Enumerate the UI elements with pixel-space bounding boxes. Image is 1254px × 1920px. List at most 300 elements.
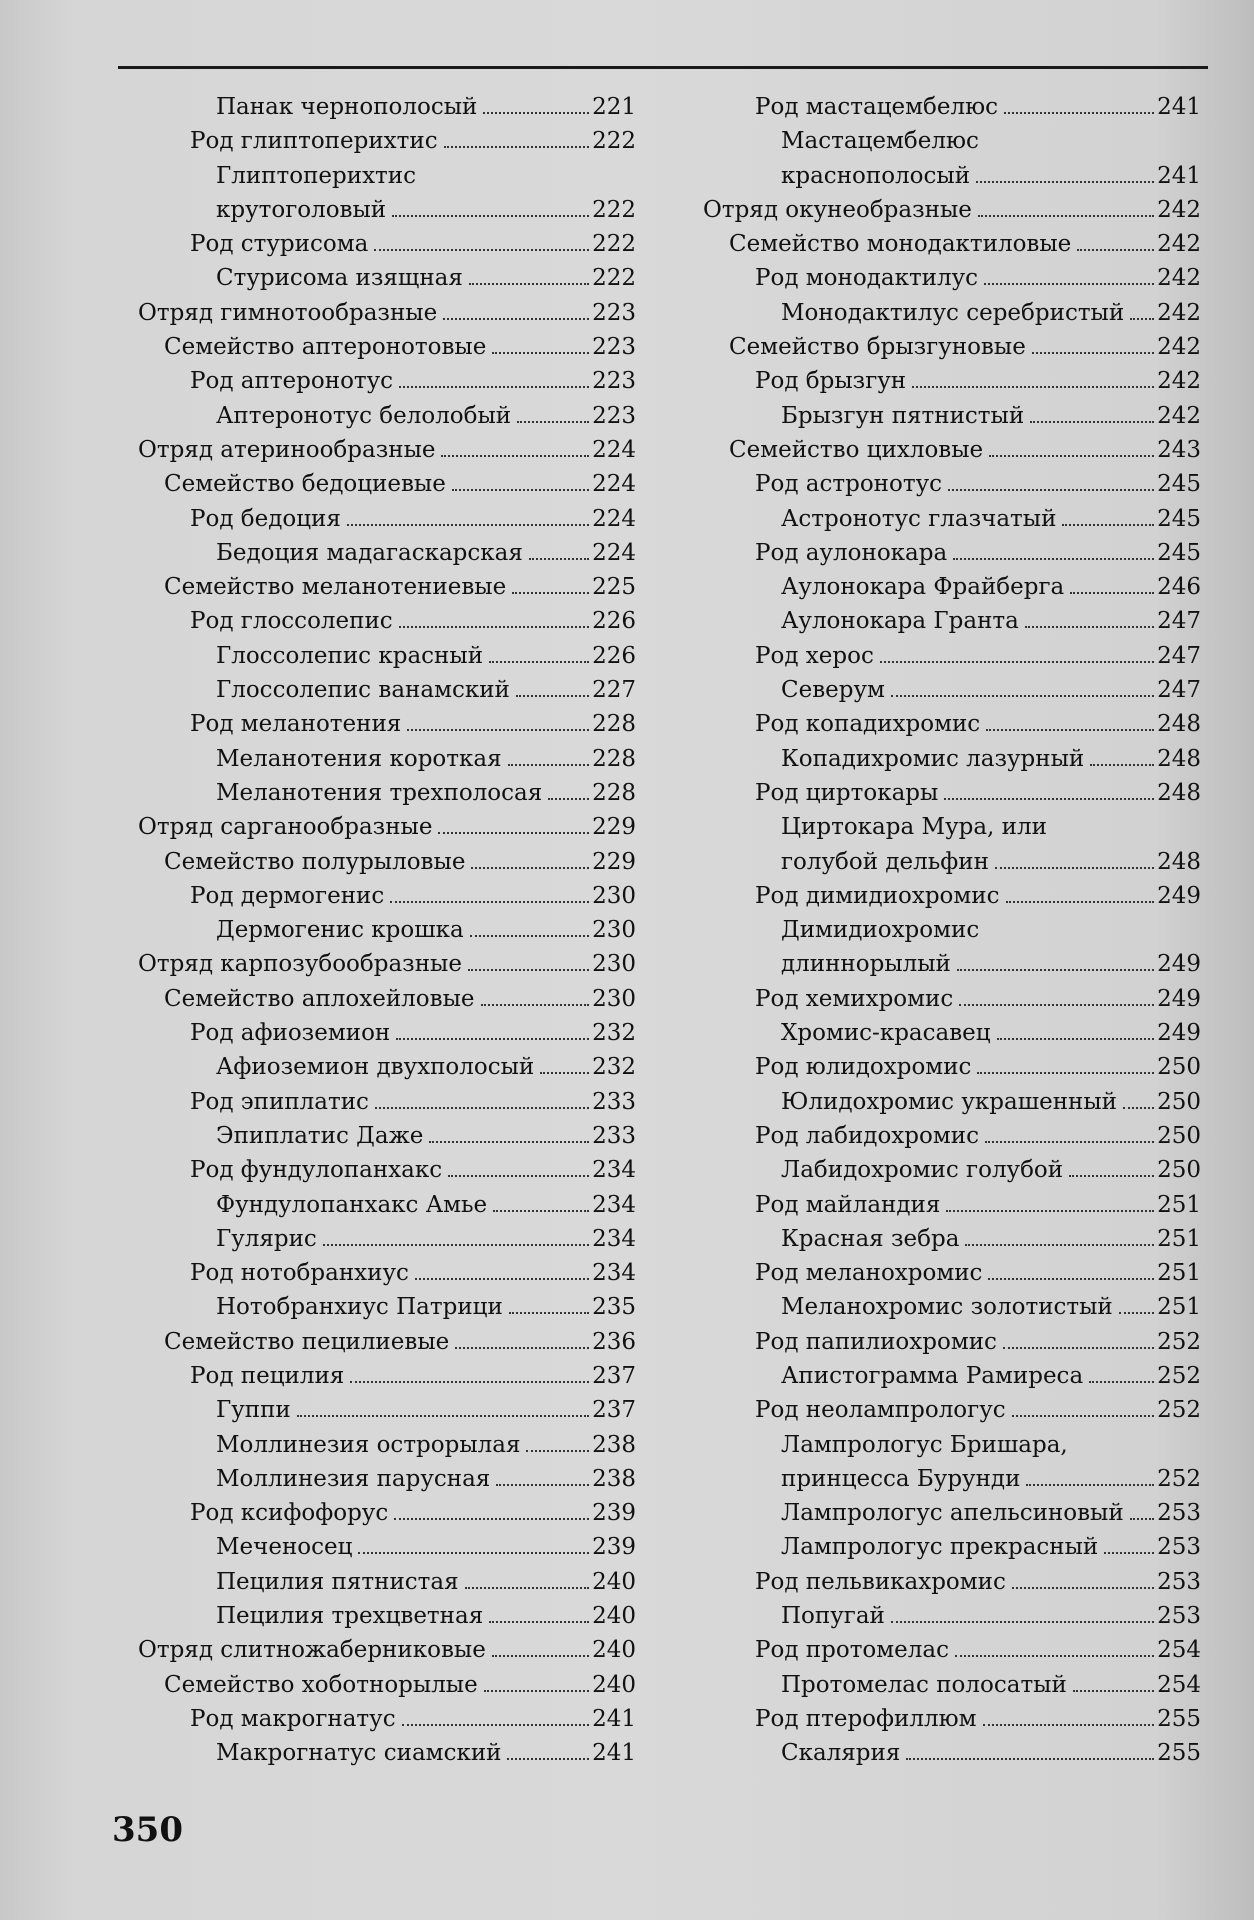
dot-leader	[1026, 1484, 1154, 1486]
toc-entry-label: Пецилия пятнистая	[216, 1568, 459, 1595]
dot-leader	[516, 695, 589, 697]
toc-entry-page: 250	[1157, 1122, 1201, 1149]
toc-entry	[138, 1359, 636, 1393]
toc-entry	[703, 90, 1201, 124]
dot-leader	[965, 1244, 1154, 1246]
toc-entry	[703, 947, 1201, 981]
toc-entry-page: 250	[1157, 1157, 1201, 1184]
toc-entry	[138, 810, 636, 844]
toc-entry-label: Семейство пецилиевые	[164, 1328, 450, 1355]
toc-entry-label: Род херос	[755, 642, 874, 669]
toc-entry	[138, 124, 636, 158]
toc-entry-label: длиннорылый	[781, 951, 951, 978]
toc-entry	[703, 1599, 1201, 1633]
toc-entry-page: 255	[1157, 1705, 1201, 1732]
toc-entry-label: Красная зебра	[781, 1225, 960, 1252]
toc-entry-line	[703, 913, 1201, 947]
toc-entry-label: Гуппи	[216, 1397, 291, 1424]
toc-entry	[703, 159, 1201, 193]
toc-entry-label: Стурисома изящная	[216, 265, 463, 292]
dot-leader	[989, 455, 1154, 457]
toc-entry-label: Фундулопанхакс Амье	[216, 1191, 488, 1218]
toc-entry-page: 252	[1157, 1328, 1201, 1355]
toc-entry-label: Копадихромис лазурный	[781, 745, 1085, 772]
toc-entry-page: 230	[592, 951, 636, 978]
toc-entry-label: принцесса Бурунди	[781, 1465, 1021, 1492]
toc-entry-page: 224	[592, 436, 636, 463]
toc-entry	[138, 673, 636, 707]
toc-entry-label: Брызгун пятнистый	[781, 402, 1025, 429]
toc-entry-label: крутоголовый	[216, 196, 387, 223]
dot-leader	[1123, 1107, 1154, 1109]
dot-leader	[1069, 1175, 1154, 1177]
toc-entry-label: Афиоземион двухполосый	[216, 1054, 535, 1081]
dot-leader	[452, 489, 589, 491]
toc-entry-page: 236	[592, 1328, 636, 1355]
dot-leader	[390, 901, 589, 903]
toc-entry-label: Род пельвикахромис	[755, 1568, 1006, 1595]
dot-leader	[347, 524, 589, 526]
toc-entry-label: Род эпиплатис	[190, 1088, 369, 1115]
toc-entry	[703, 1153, 1201, 1187]
toc-entry-page: 242	[1157, 368, 1201, 395]
dot-leader	[492, 352, 589, 354]
toc-entry-label: Род папилиохромис	[755, 1328, 997, 1355]
toc-entry-label: Род дермогенис	[190, 882, 385, 909]
toc-entry-label: Гулярис	[216, 1225, 317, 1252]
toc-entry	[138, 1702, 636, 1736]
dot-leader	[1012, 1587, 1154, 1589]
toc-entry-label: Отряд окунеобразные	[703, 196, 972, 223]
toc-entry-label: Отряд слитножаберниковые	[138, 1637, 486, 1664]
dot-leader	[1130, 1518, 1154, 1520]
toc-entry-page: 242	[1157, 196, 1201, 223]
dot-leader	[507, 1758, 589, 1760]
toc-entry	[703, 1290, 1201, 1324]
dot-leader	[1003, 1347, 1154, 1349]
toc-entry	[138, 433, 636, 467]
toc-entry-page: 249	[1157, 1020, 1201, 1047]
toc-entry	[138, 845, 636, 879]
toc-entry	[703, 982, 1201, 1016]
toc-entry-page: 224	[592, 505, 636, 532]
toc-entry-page: 252	[1157, 1397, 1201, 1424]
toc-entry-page: 248	[1157, 779, 1201, 806]
toc-entry-page: 247	[1157, 642, 1201, 669]
dot-leader	[526, 1450, 589, 1452]
toc-entry	[138, 467, 636, 501]
toc-entry-label: Бедоция мадагаскарская	[216, 539, 523, 566]
toc-entry-page: 225	[592, 574, 636, 601]
toc-entry-label: Циртокара Мура, или	[781, 814, 1047, 841]
toc-entry	[703, 261, 1201, 295]
dot-leader	[441, 455, 589, 457]
dot-leader	[1130, 318, 1154, 320]
toc-entry-label: Меланотения трехполосая	[216, 779, 543, 806]
dot-leader	[1012, 1415, 1154, 1417]
dot-leader	[438, 832, 589, 834]
toc-entry	[703, 1016, 1201, 1050]
toc-entry-page: 251	[1157, 1294, 1201, 1321]
toc-entry	[138, 227, 636, 261]
dot-leader	[415, 1278, 589, 1280]
dot-leader	[891, 695, 1154, 697]
toc-entry	[703, 1359, 1201, 1393]
toc-entry	[138, 1188, 636, 1222]
dot-leader	[399, 386, 589, 388]
toc-entry	[703, 227, 1201, 261]
toc-entry-label: Дермогенис крошка	[216, 917, 464, 944]
toc-entry-page: 250	[1157, 1088, 1201, 1115]
dot-leader	[986, 729, 1154, 731]
page-number: 350	[112, 1810, 183, 1850]
dot-leader	[350, 1381, 589, 1383]
dot-leader	[471, 867, 589, 869]
toc-entry-label: Отряд сарганообразные	[138, 814, 433, 841]
dot-leader	[517, 421, 589, 423]
toc-entry	[703, 1085, 1201, 1119]
toc-entry-page: 234	[592, 1225, 636, 1252]
toc-entry	[138, 261, 636, 295]
dot-leader	[984, 283, 1154, 285]
toc-entry	[703, 1668, 1201, 1702]
dot-leader	[957, 969, 1154, 971]
toc-entry-page: 233	[592, 1088, 636, 1115]
dot-leader	[402, 1724, 590, 1726]
toc-entry-page: 238	[592, 1431, 636, 1458]
toc-entry-page: 230	[592, 985, 636, 1012]
toc-entry-page: 222	[592, 196, 636, 223]
toc-entry-label: Глоссолепис красный	[216, 642, 484, 669]
toc-entry-page: 223	[592, 402, 636, 429]
toc-entry-page: 228	[592, 711, 636, 738]
toc-entry-label: Астронотус глазчатый	[781, 505, 1057, 532]
toc-entry-page: 229	[592, 848, 636, 875]
toc-entry-label: Меланохромис золотистый	[781, 1294, 1113, 1321]
toc-entry	[138, 1599, 636, 1633]
toc-entry-page: 228	[592, 745, 636, 772]
toc-entry-page: 222	[592, 128, 636, 155]
toc-entry-label: Аулонокара Фрайберга	[781, 574, 1065, 601]
dot-leader	[358, 1552, 589, 1554]
dot-leader	[493, 1210, 589, 1212]
dot-leader	[978, 215, 1154, 217]
toc-entry-page: 251	[1157, 1225, 1201, 1252]
dot-leader	[375, 1107, 589, 1109]
dot-leader	[548, 798, 589, 800]
toc-entry	[703, 1633, 1201, 1667]
dot-leader	[469, 283, 589, 285]
toc-entry	[703, 536, 1201, 570]
toc-entry-page: 247	[1157, 677, 1201, 704]
toc-entry-label: краснополосый	[781, 162, 971, 189]
toc-entry-label: Род лабидохромис	[755, 1122, 979, 1149]
dot-leader	[396, 1038, 589, 1040]
toc-entry	[138, 502, 636, 536]
dot-leader	[906, 1758, 1154, 1760]
header-rule	[118, 66, 1208, 69]
toc-entry-page: 223	[592, 334, 636, 361]
dot-leader	[392, 215, 589, 217]
toc-entry-label: Род копадихромис	[755, 711, 981, 738]
toc-entry-label: Род мастацембелюс	[755, 94, 998, 120]
toc-entry-label: голубой дельфин	[781, 848, 989, 875]
toc-entry	[703, 1565, 1201, 1599]
dot-leader	[483, 112, 589, 114]
toc-entry-page: 252	[1157, 1465, 1201, 1492]
toc-entry-label: Род астронотус	[755, 471, 942, 498]
toc-entry	[703, 1050, 1201, 1084]
dot-leader	[512, 592, 589, 594]
toc-entry	[138, 1565, 636, 1599]
toc-entry	[703, 1256, 1201, 1290]
dot-leader	[323, 1244, 589, 1246]
toc-entry-page: 242	[1157, 265, 1201, 292]
toc-entry-page: 224	[592, 471, 636, 498]
toc-entry-label: Аптеронотус белолобый	[216, 402, 512, 429]
dot-leader	[946, 1210, 1154, 1212]
toc-entry-label: Меченосец	[216, 1534, 353, 1561]
toc-column-left	[138, 90, 636, 1771]
dot-leader	[1006, 901, 1155, 903]
toc-entry	[138, 1736, 636, 1770]
toc-entry-page: 229	[592, 814, 636, 841]
toc-entry-label: Отряд атеринообразные	[138, 436, 436, 463]
dot-leader	[399, 626, 589, 628]
dot-leader	[429, 1141, 589, 1143]
toc-entry-page: 237	[592, 1397, 636, 1424]
toc-entry	[138, 742, 636, 776]
toc-column-right	[703, 90, 1201, 1771]
toc-entry-label: Род макрогнатус	[190, 1705, 396, 1732]
toc-entry-label: Отряд гимнотообразные	[138, 299, 438, 326]
dot-leader	[468, 969, 589, 971]
toc-entry-label: Род димидиохромис	[755, 882, 1000, 909]
dot-leader	[1070, 592, 1154, 594]
toc-entry	[138, 1325, 636, 1359]
toc-entry-label: Семейство хоботнорылые	[164, 1671, 478, 1698]
toc-entry-label: Род майландия	[755, 1191, 941, 1218]
toc-entry-page: 223	[592, 368, 636, 395]
toc-entry-page: 249	[1157, 985, 1201, 1012]
toc-entry-page: 253	[1157, 1534, 1201, 1561]
toc-entry-page: 252	[1157, 1362, 1201, 1389]
toc-entry	[703, 467, 1201, 501]
toc-entry-label: Род аптеронотус	[190, 368, 394, 395]
toc-entry-label: Род циртокары	[755, 779, 939, 806]
dot-leader	[481, 1004, 590, 1006]
toc-entry-label: Род монодактилус	[755, 265, 979, 292]
toc-entry	[138, 947, 636, 981]
toc-entry	[703, 604, 1201, 638]
toc-entry-page: 246	[1157, 574, 1201, 601]
toc-entry-label: Лабидохромис голубой	[781, 1157, 1064, 1184]
toc-entry-page: 228	[592, 779, 636, 806]
toc-entry	[138, 1530, 636, 1564]
dot-leader	[489, 661, 589, 663]
toc-entry	[138, 330, 636, 364]
toc-entry-label: Монодактилус серебристый	[781, 299, 1125, 326]
toc-entry-page: 243	[1157, 436, 1201, 463]
dot-leader	[455, 1347, 589, 1349]
toc-entry-label: Моллинезия острорылая	[216, 1431, 521, 1458]
toc-entry-label: Род фундулопанхакс	[190, 1157, 443, 1184]
toc-entry-label: Семейство аптеронотовые	[164, 334, 487, 361]
toc-entry-label: Северум	[781, 677, 885, 704]
toc-entry-page: 227	[592, 677, 636, 704]
toc-entry-page: 241	[1157, 94, 1201, 120]
toc-entry	[138, 1668, 636, 1702]
toc-entry-label: Мастацембелюс	[781, 128, 979, 155]
toc-entry-page: 253	[1157, 1603, 1201, 1630]
toc-entry-page: 254	[1157, 1637, 1201, 1664]
dot-leader	[508, 764, 590, 766]
toc-entry-page: 250	[1157, 1054, 1201, 1081]
toc-entry	[138, 1290, 636, 1324]
toc-entry	[703, 1188, 1201, 1222]
toc-entry-page: 241	[1157, 162, 1201, 189]
dot-leader	[988, 1278, 1154, 1280]
toc-entry-label: Димидиохромис	[781, 917, 980, 944]
dot-leader	[1025, 626, 1154, 628]
toc-entry-label: Эпиплатис Даже	[216, 1122, 424, 1149]
toc-entry	[703, 502, 1201, 536]
toc-entry	[703, 399, 1201, 433]
toc-entry	[703, 1702, 1201, 1736]
toc-entry-page: 251	[1157, 1260, 1201, 1287]
toc-entry	[703, 776, 1201, 810]
toc-entry-label: Глоссолепис ванамский	[216, 677, 510, 704]
toc-entry	[703, 1530, 1201, 1564]
toc-entry-page: 234	[592, 1191, 636, 1218]
toc-entry-label: Протомелас полосатый	[781, 1671, 1067, 1698]
toc-entry-label: Род птерофиллюм	[755, 1705, 977, 1732]
toc-entry-label: Макрогнатус сиамский	[216, 1740, 502, 1767]
toc-entry-page: 226	[592, 642, 636, 669]
toc-entry-label: Лампрологус прекрасный	[781, 1534, 1099, 1561]
toc-entry	[703, 879, 1201, 913]
toc-entry-page: 242	[1157, 299, 1201, 326]
toc-entry	[138, 879, 636, 913]
dot-leader	[1104, 1552, 1154, 1554]
toc-entry-label: Лампрологус апельсиновый	[781, 1500, 1124, 1527]
toc-entry-page: 254	[1157, 1671, 1201, 1698]
toc-entry-label: Панак чернополосый	[216, 94, 478, 120]
toc-entry-label: Отряд карпозубообразные	[138, 951, 462, 978]
dot-leader	[953, 558, 1154, 560]
dot-leader	[977, 1072, 1154, 1074]
toc-entry-page: 237	[592, 1362, 636, 1389]
toc-entry-label: Род протомелас	[755, 1637, 949, 1664]
dot-leader	[484, 1690, 589, 1692]
toc-entry-label: Глиптоперихтис	[216, 162, 416, 189]
dot-leader	[1090, 764, 1154, 766]
toc-entry-label: Род неолампрологус	[755, 1397, 1006, 1424]
dot-leader	[465, 1587, 589, 1589]
toc-entry-page: 248	[1157, 848, 1201, 875]
toc-entry-page: 233	[592, 1122, 636, 1149]
toc-entry-label: Юлидохромис украшенный	[781, 1088, 1117, 1115]
toc-entry-page: 240	[592, 1637, 636, 1664]
dot-leader	[1077, 249, 1154, 251]
toc-entry-label: Род стурисома	[190, 231, 369, 258]
dot-leader	[891, 1621, 1154, 1623]
toc-entry-page: 248	[1157, 711, 1201, 738]
dot-leader	[1119, 1312, 1154, 1314]
toc-entry-label: Род глоссолепис	[190, 608, 393, 635]
toc-entry-label: Меланотения короткая	[216, 745, 502, 772]
toc-entry-label: Семейство аплохейловые	[164, 985, 475, 1012]
toc-entry	[703, 742, 1201, 776]
dot-leader	[509, 1312, 589, 1314]
toc-entry	[703, 1462, 1201, 1496]
toc-entry-label: Род глиптоперихтис	[190, 128, 438, 155]
toc-entry-page: 248	[1157, 745, 1201, 772]
dot-leader	[407, 729, 589, 731]
toc-entry-label: Нотобранхиус Патрици	[216, 1294, 503, 1321]
toc-entry-label: Лампрологус Бришара,	[781, 1431, 1068, 1458]
toc-entry-page: 226	[592, 608, 636, 635]
dot-leader	[540, 1072, 589, 1074]
toc-entry-label: Аулонокара Гранта	[781, 608, 1019, 635]
toc-entry	[703, 673, 1201, 707]
toc-entry	[138, 776, 636, 810]
dot-leader	[1032, 352, 1154, 354]
toc-entry-label: Попугай	[781, 1603, 885, 1630]
toc-entry-label: Род афиоземион	[190, 1020, 391, 1047]
toc-entry-label: Семейство полурыловые	[164, 848, 466, 875]
toc-entry	[138, 1633, 636, 1667]
toc-entry-page: 255	[1157, 1740, 1201, 1767]
toc-entry	[138, 536, 636, 570]
toc-entry-page: 240	[592, 1671, 636, 1698]
toc-entry-label: Семейство цихловые	[729, 436, 984, 463]
dot-leader	[983, 1724, 1155, 1726]
toc-entry	[703, 364, 1201, 398]
dot-leader	[489, 1621, 589, 1623]
toc-entry-label: Род бедоция	[190, 505, 341, 532]
toc-entry	[703, 1325, 1201, 1359]
toc-entry-page: 245	[1157, 539, 1201, 566]
toc-entry	[138, 913, 636, 947]
dot-leader	[880, 661, 1154, 663]
toc-entry-page: 253	[1157, 1500, 1201, 1527]
toc-entry-label: Род хемихромис	[755, 985, 954, 1012]
dot-leader	[995, 867, 1154, 869]
toc-entry	[703, 296, 1201, 330]
toc-entry-label: Семейство меланотениевые	[164, 574, 507, 601]
toc-entry	[138, 570, 636, 604]
toc-entry-page: 240	[592, 1603, 636, 1630]
toc-entry	[703, 1393, 1201, 1427]
toc-entry	[703, 639, 1201, 673]
toc-entry-page: 241	[592, 1740, 636, 1767]
toc-entry-page: 232	[592, 1020, 636, 1047]
toc-entry-page: 242	[1157, 334, 1201, 361]
toc-entry-label: Род юлидохромис	[755, 1054, 972, 1081]
toc-entry-page: 239	[592, 1500, 636, 1527]
toc-entry-page: 234	[592, 1260, 636, 1287]
toc-entry	[138, 707, 636, 741]
dot-leader	[492, 1655, 589, 1657]
toc-entry	[703, 707, 1201, 741]
toc-entry-page: 242	[1157, 402, 1201, 429]
toc-entry	[703, 1119, 1201, 1153]
toc-entry	[703, 433, 1201, 467]
toc-entry-page: 238	[592, 1465, 636, 1492]
toc-entry-line	[703, 124, 1201, 158]
toc-entry	[703, 570, 1201, 604]
